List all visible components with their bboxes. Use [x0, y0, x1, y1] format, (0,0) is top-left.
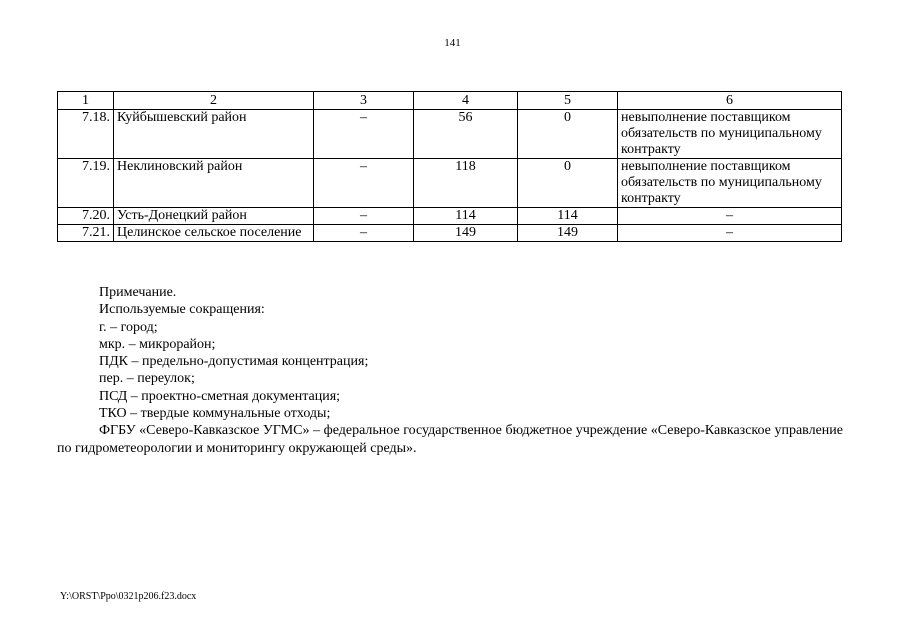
cell-col3: – — [314, 208, 414, 225]
table-header-row — [58, 92, 842, 110]
report-table — [57, 91, 842, 242]
cell-col4: 118 — [414, 159, 518, 208]
cell-col6: невыполнение поставщиком обязательств по муниципальному контракту — [618, 159, 842, 208]
cell-col4: 56 — [414, 110, 518, 159]
cell-col3: – — [314, 159, 414, 208]
district-name: Целинское сельское поселение — [114, 225, 314, 242]
cell-col5: 149 — [518, 225, 618, 242]
page-number: 141 — [444, 37, 461, 49]
header-cell: 4 — [414, 92, 518, 110]
abbreviation-item: пер. – переулок; — [99, 371, 195, 387]
cell-col4: 149 — [414, 225, 518, 242]
header-cell: 3 — [314, 92, 414, 110]
header-cell: 5 — [518, 92, 618, 110]
cell-col5: 114 — [518, 208, 618, 225]
table-row — [58, 159, 842, 208]
cell-col5: 0 — [518, 110, 618, 159]
header-cell: 1 — [58, 92, 114, 110]
cell-col5: 0 — [518, 159, 618, 208]
abbreviation-item: мкр. – микрорайон; — [99, 336, 216, 352]
table-row — [58, 225, 842, 242]
row-number: 7.20. — [58, 208, 114, 225]
row-number: 7.18. — [58, 110, 114, 159]
header-cell: 2 — [114, 92, 314, 110]
header-cell: 6 — [618, 92, 842, 110]
row-number: 7.19. — [58, 159, 114, 208]
notes-intro: Используемые сокращения: — [99, 302, 265, 318]
district-name: Неклиновский район — [114, 159, 314, 208]
district-name: Усть-Донецкий район — [114, 208, 314, 225]
cell-col4: 114 — [414, 208, 518, 225]
district-name: Куйбышевский район — [114, 110, 314, 159]
abbreviation-item: г. – город; — [99, 319, 158, 335]
cell-col3: – — [314, 225, 414, 242]
table-row — [58, 110, 842, 159]
cell-col6: – — [618, 225, 842, 242]
abbreviation-item: ПСД – проектно-сметная документация; — [99, 388, 341, 404]
abbreviation-paragraph: ФГБУ «Северо-Кавказское УГМС» – федеральное государственное бюджетное учреждение «Северо-Кавказское управление по гидрометеорологии и мониторингу окружающей среды». — [57, 423, 843, 456]
notes-section — [57, 284, 843, 457]
notes-title: Примечание. — [99, 285, 177, 300]
cell-col6: невыполнение поставщиком обязательств по муниципальному контракту — [618, 110, 842, 159]
row-number: 7.21. — [58, 225, 114, 242]
abbreviation-item: ТКО – твердые коммунальные отходы; — [99, 406, 331, 422]
abbreviation-item: ПДК – предельно-допустимая концентрация; — [99, 354, 369, 370]
footer-file-path: Y:\ORST\Ppo\0321p206.f23.docx — [60, 591, 197, 602]
cell-col6: – — [618, 208, 842, 225]
table-row — [58, 208, 842, 225]
cell-col3: – — [314, 110, 414, 159]
